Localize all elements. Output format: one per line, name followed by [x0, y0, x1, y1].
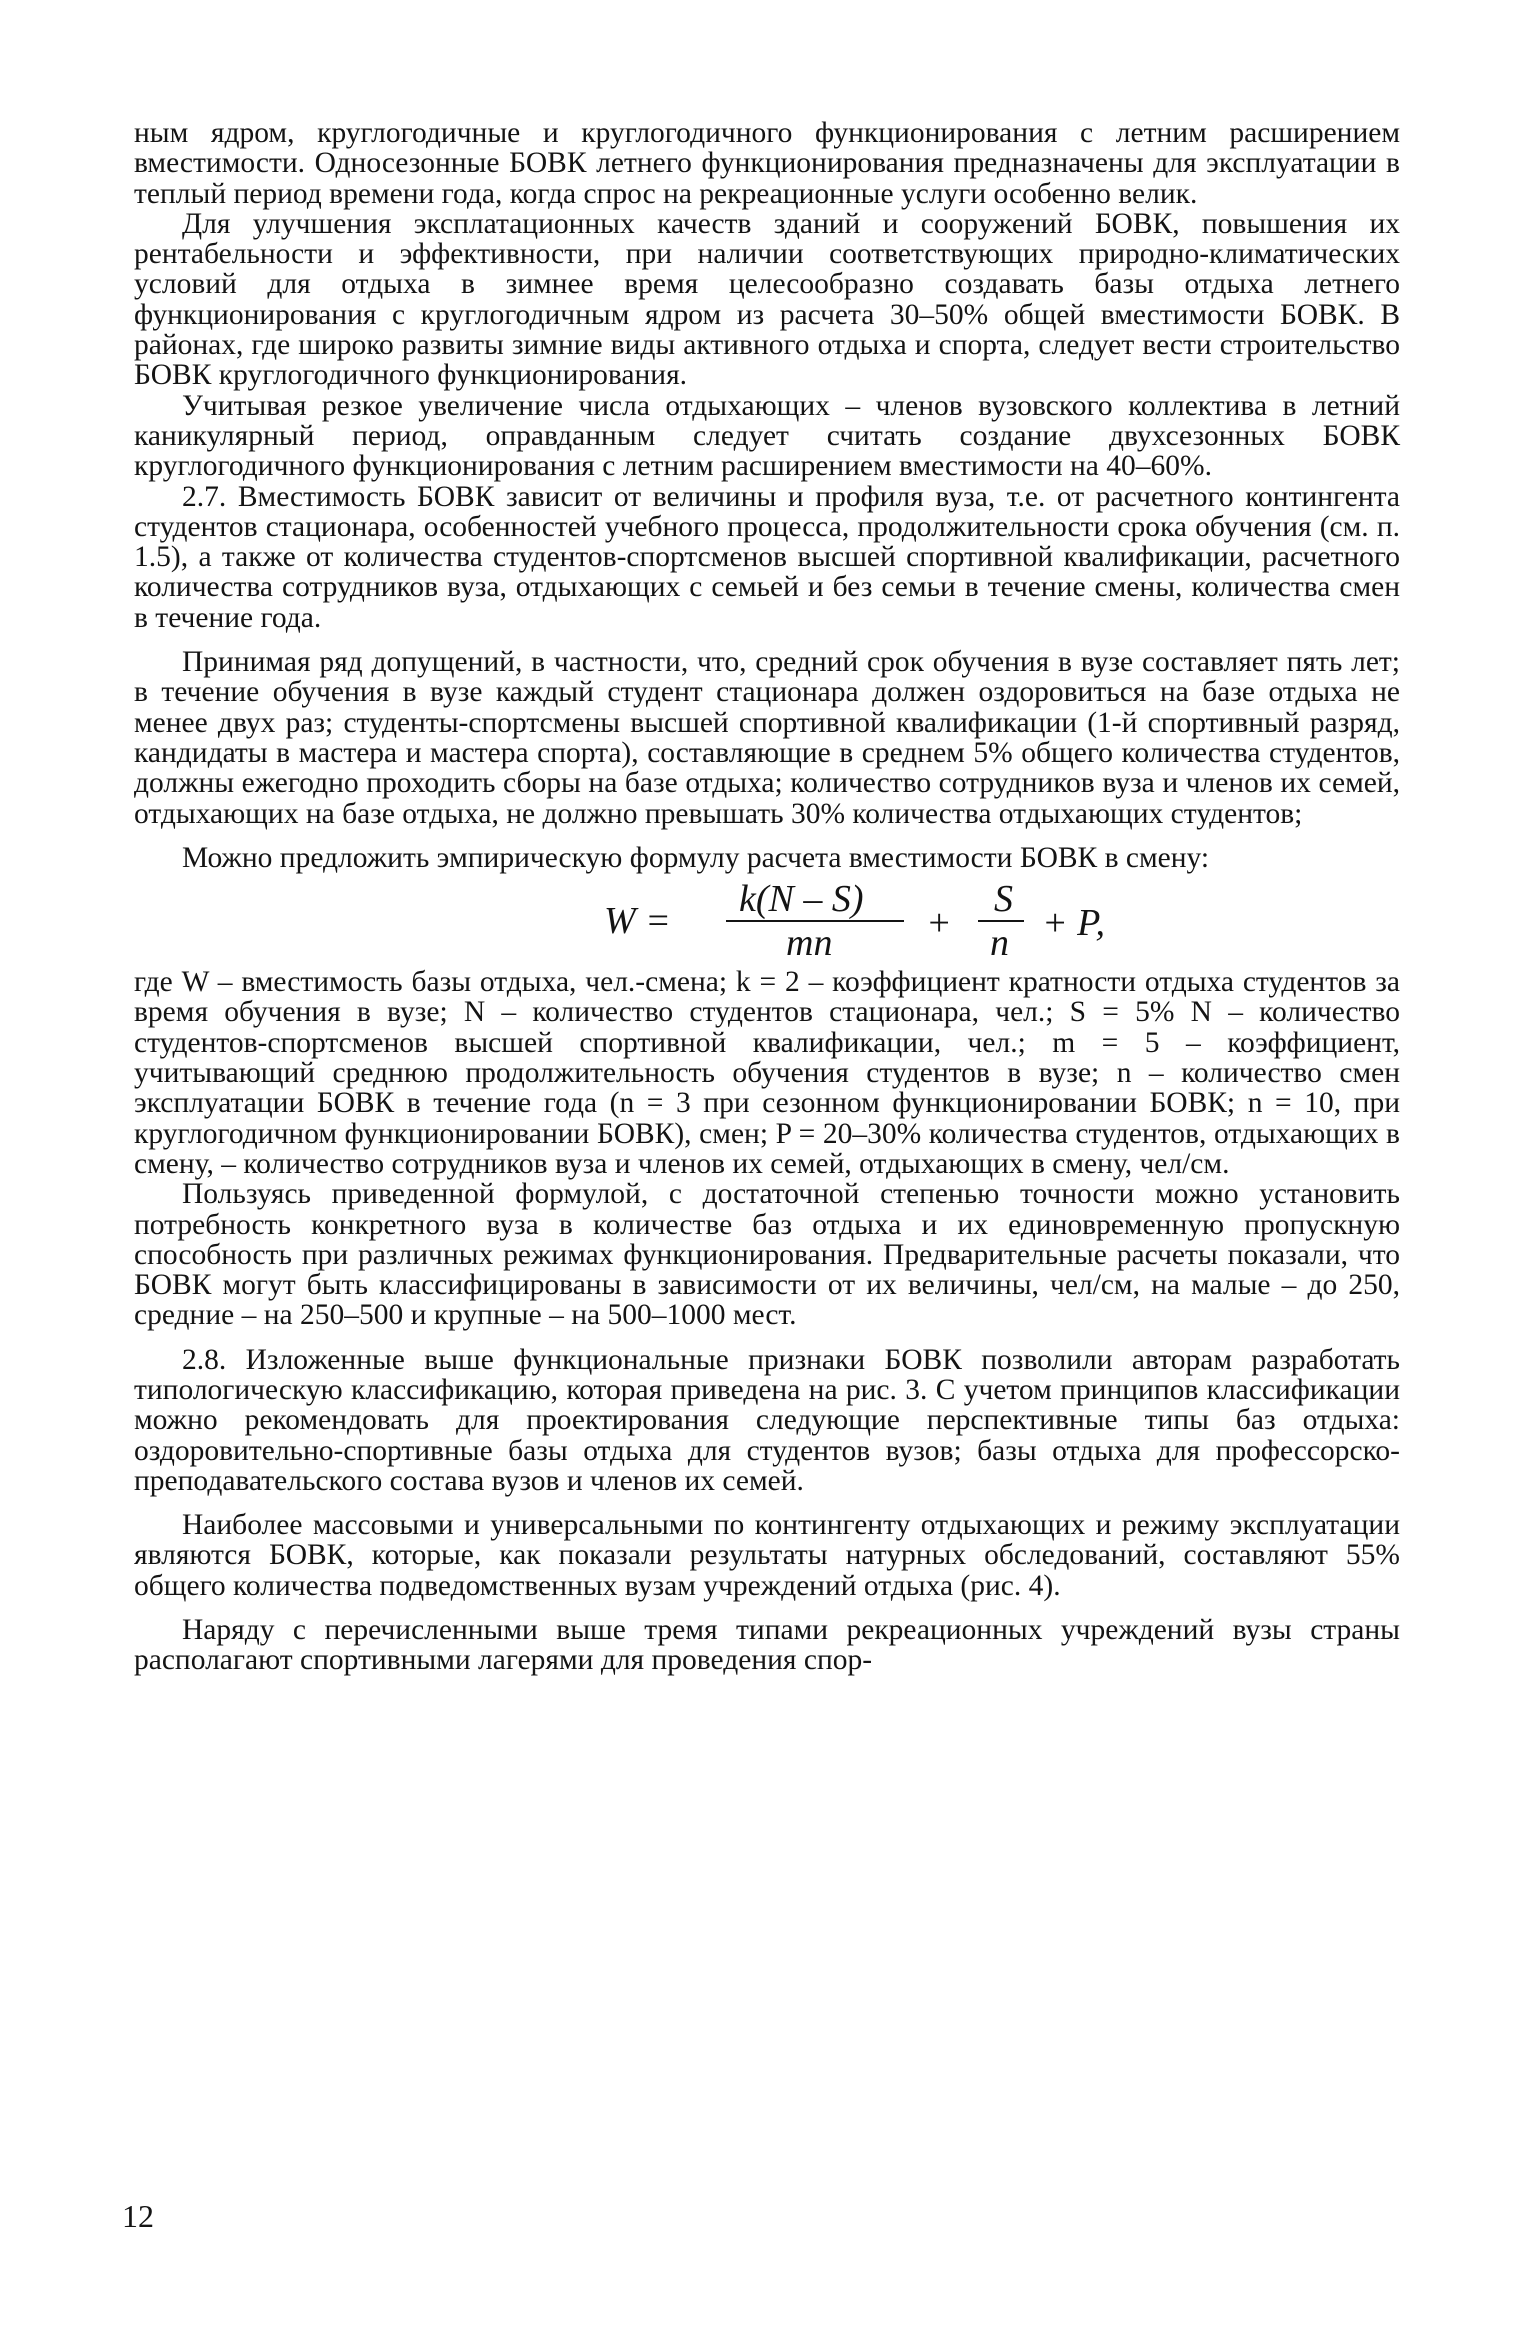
- paragraph-variable-definitions: где W – вместимость базы отдыха, чел.-смена; k = 2 – коэффициент кратности отдыха студентов за время обучения в вузе; N – количество студентов стационара, чел.; S = 5% N – количество студентов-спортсменов высшей спортивной квалификации, чел.; m = 5 – коэффициент, учитывающий среднюю продолжительность обучения студентов в вузе; n – количество смен эксплуатации БОВК в течение года (n = 3 при сезонном функционировании БОВК; n = 10, при круглогодичном функционировании БОВК), смен; P = 20–30% количества студентов, отдыхающих в смену, – количество сотрудников вуза и членов их семей, отдыхающих в смену, чел/см.: [134, 966, 1400, 1180]
- paragraph-section-2-8: 2.8. Изложенные выше функциональные признаки БОВК позволили авторам разработать типологическую классификацию, которая приведена на рис. 3. С учетом принципов классификации можно рекомендовать для проектирования следующие перспективные типы баз отдыха: оздоровительно-спортивные базы отдыха для студентов вузов; базы отдыха для профессорско-преподавательского состава вузов и членов их семей.: [134, 1343, 1400, 1497]
- formula-denominator: mn: [786, 922, 833, 964]
- formula-tail: + P,: [1042, 902, 1105, 945]
- paragraph-1: ным ядром, круглогодичные и круглогодичного функционирования с летним расширением вместимости. Односезонные БОВК летнего функционирования предназначены для эксплуатации в теплый период времени года, когда спрос на рекреационные услуги особенно велик.: [134, 117, 1400, 210]
- paragraph-assumptions: Принимая ряд допущений, в частности, что, средний срок обучения в вузе составляет пять лет; в течение обучения в вузе каждый студент стационара должен оздоровиться на базе отдыха не менее двух раз; студенты-спортсмены высшей спортивной квалификации (1-й спортивный разряд, кандидаты в мастера и мастера спорта), составляющие в среднем 5% общего количества студентов, должны ежегодно проходить сборы на базе отдыха; количество сотрудников вуза и членов их семей, отдыхающих на базе отдыха, не должно превышать 30% количества отдыхающих студентов;: [134, 646, 1400, 830]
- paragraph-3: Учитывая резкое увеличение числа отдыхающих – членов вузовского коллектива в летний каникулярный период, оправданным следует считать создание двухсезонных БОВК круглогодичного функционирования с летним расширением вместимости на 40–60%.: [134, 389, 1400, 483]
- capacity-formula: [134, 875, 1400, 963]
- formula-denominator-2: n: [990, 922, 1009, 964]
- formula-numerator: k(N – S): [739, 878, 864, 921]
- formula-numerator-2: S: [994, 878, 1013, 921]
- paragraph-formula-intro: Можно предложить эмпирическую формулу расчета вместимости БОВК в смену:: [182, 841, 1210, 874]
- paragraph-mass-types: Наиболее массовыми и универсальными по контингенту отдыхающих и режиму эксплуатации являются БОВК, которые, как показали результаты натурных обследований, составляют 55% общего количества подведомственных вузам учреждений отдыха (рис. 4).: [134, 1509, 1400, 1602]
- formula-plus: +: [926, 902, 952, 945]
- formula-lhs: W =: [604, 900, 671, 943]
- paragraph-sport-camps: Наряду с перечисленными выше тремя типами рекреационных учреждений вузы страны располагают спортивными лагерями для проведения спор-: [134, 1614, 1400, 1677]
- paragraph-section-2-7: 2.7. Вместимость БОВК зависит от величины и профиля вуза, т.е. от расчетного контингента студентов стационара, особенностей учебного процесса, продолжительности срока обучения (см. п. 1.5), а также от количества студентов-спортсменов высшей спортивной квалификации, расчетного количества сотрудников вуза, отдыхающих с семьей и без семьи в течение смены, количества смен в течение года.: [134, 480, 1400, 634]
- page-number: 12: [122, 2198, 154, 2234]
- paragraph-2: Для улучшения эксплатационных качеств зданий и сооружений БОВК, повышения их рентабельности и эффективности, при наличии соответствующих природно-климатических условий для отдыха в зимнее время целесообразно создавать базы отдыха летнего функционирования с круглогодичным ядром из расчета 30–50% общей вместимости БОВК. В районах, где широко развиты зимние виды активного отдыха и спорта, следует вести строительство БОВК круглогодичного функционирования.: [134, 207, 1400, 392]
- paragraph-classification-by-size: Пользуясь приведенной формулой, с достаточной степенью точности можно установить потребность конкретного вуза в количестве баз отдыха и их единовременную пропускную способность при различных режимах функционирования. Предварительные расчеты показали, что БОВК могут быть классифицированы в зависимости от их величины, чел/см, на малые – до 250, средние – на 250–500 и крупные – на 500–1000 мест.: [134, 1178, 1400, 1332]
